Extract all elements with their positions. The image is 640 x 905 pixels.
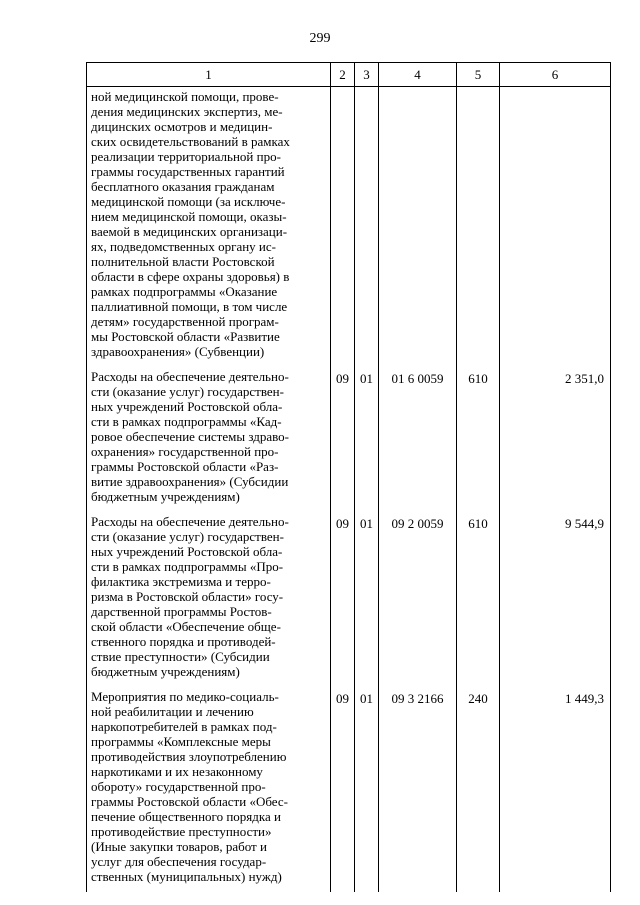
description-line: рамках подпрограммы «Оказание: [91, 284, 278, 299]
row-description: [87, 87, 331, 368]
description-line: Расходы на обеспечение деятельно-: [91, 514, 289, 529]
column-header-6: 6: [500, 63, 611, 87]
description-line: ственного порядка и противодей-: [91, 634, 276, 649]
description-line: ственных (муниципальных) нужд): [91, 869, 282, 884]
description-line: реализации территориальной про-: [91, 149, 281, 164]
description-line: сти (оказание услуг) государствен-: [91, 384, 284, 399]
description-line: печение общественного порядка и: [91, 809, 281, 824]
description-line: ских освидетельствований в рамках: [91, 134, 290, 149]
section-code: 09: [331, 367, 355, 512]
description-line: ях, подведомственных органу ис-: [91, 239, 276, 254]
expense-type-code: [457, 87, 500, 368]
column-header-1: 1: [87, 63, 331, 87]
column-header-3: 3: [355, 63, 379, 87]
description-line: бесплатного оказания гражданам: [91, 179, 275, 194]
amount-cell: [500, 87, 611, 368]
subsection-code: 01: [355, 512, 379, 687]
column-header-4: 4: [379, 63, 457, 87]
description-line: ствие преступности» (Субсидии: [91, 649, 270, 664]
description-line: (Иные закупки товаров, работ и: [91, 839, 267, 854]
description-line: Мероприятия по медико-социаль-: [91, 689, 279, 704]
description-line: здравоохранения» (Субвенции): [91, 344, 265, 359]
row-description: [87, 512, 331, 687]
subsection-code: 01: [355, 687, 379, 892]
table-row: [87, 367, 611, 512]
description-line: паллиативной помощи, в том числе: [91, 299, 288, 314]
description-line: области в сфере охраны здоровья) в: [91, 269, 290, 284]
description-line: обороту» государственной про-: [91, 779, 266, 794]
description-line: ных учреждений Ростовской обла-: [91, 399, 283, 414]
description-line: граммы Ростовской области «Обес-: [91, 794, 288, 809]
description-line: дицинских осмотров и медицин-: [91, 119, 273, 134]
amount-cell: 2 351,0: [500, 367, 611, 512]
page-number: 299: [309, 31, 331, 46]
description-line: витие здравоохранения» (Субсидии: [91, 474, 289, 489]
table-row: [87, 87, 611, 368]
description-line: сти в рамках подпрограммы «Кад-: [91, 414, 282, 429]
expense-type-code: 240: [457, 687, 500, 892]
section-code: 09: [331, 512, 355, 687]
expense-type-code: 610: [457, 512, 500, 687]
column-header-5: 5: [457, 63, 500, 87]
description-line: сти в рамках подпрограммы «Про-: [91, 559, 284, 574]
description-line: охранения» государственной про-: [91, 444, 279, 459]
target-article-code: 01 6 0059: [379, 367, 457, 512]
row-description: [87, 687, 331, 892]
column-header-2: 2: [331, 63, 355, 87]
description-line: ризма в Ростовской области» госу-: [91, 589, 284, 604]
description-line: бюджетным учреждениям): [91, 664, 240, 679]
section-code: 09: [331, 687, 355, 892]
target-article-code: 09 3 2166: [379, 687, 457, 892]
row-description: [87, 367, 331, 512]
description-line: дарственной программы Ростов-: [91, 604, 272, 619]
description-line: филактика экстремизма и терро-: [91, 574, 271, 589]
table-row: [87, 687, 611, 892]
table-body: [87, 87, 611, 893]
expense-type-code: 610: [457, 367, 500, 512]
description-line: противодействия злоупотреблению: [91, 749, 287, 764]
description-line: ных учреждений Ростовской обла-: [91, 544, 283, 559]
table-row: [87, 512, 611, 687]
description-line: граммы Ростовской области «Раз-: [91, 459, 279, 474]
description-line: полнительной власти Ростовской: [91, 254, 275, 269]
section-code: [331, 87, 355, 368]
description-line: граммы государственных гарантий: [91, 164, 285, 179]
subsection-code: [355, 87, 379, 368]
description-line: ваемой в медицинских организаци-: [91, 224, 288, 239]
description-line: мы Ростовской области «Развитие: [91, 329, 280, 344]
budget-table: [86, 62, 611, 892]
description-line: нием медицинской помощи, оказы-: [91, 209, 287, 224]
description-line: бюджетным учреждениям): [91, 489, 240, 504]
table-header-row: [87, 63, 611, 87]
description-line: программы «Комплексные меры: [91, 734, 271, 749]
description-line: ной медицинской помощи, прове-: [91, 89, 279, 104]
description-line: ровое обеспечение системы здраво-: [91, 429, 290, 444]
description-line: наркотиками и их незаконному: [91, 764, 263, 779]
description-line: Расходы на обеспечение деятельно-: [91, 369, 289, 384]
description-line: ской области «Обеспечение обще-: [91, 619, 281, 634]
description-line: услуг для обеспечения государ-: [91, 854, 267, 869]
description-line: ной реабилитации и лечению: [91, 704, 254, 719]
description-line: детям» государственной програм-: [91, 314, 279, 329]
subsection-code: 01: [355, 367, 379, 512]
description-line: медицинской помощи (за исключе-: [91, 194, 286, 209]
amount-cell: 1 449,3: [500, 687, 611, 892]
description-line: противодействие преступности»: [91, 824, 272, 839]
description-line: сти (оказание услуг) государствен-: [91, 529, 284, 544]
description-line: наркопотребителей в рамках под-: [91, 719, 277, 734]
description-line: дения медицинских экспертиз, ме-: [91, 104, 283, 119]
target-article-code: 09 2 0059: [379, 512, 457, 687]
amount-cell: 9 544,9: [500, 512, 611, 687]
target-article-code: [379, 87, 457, 368]
